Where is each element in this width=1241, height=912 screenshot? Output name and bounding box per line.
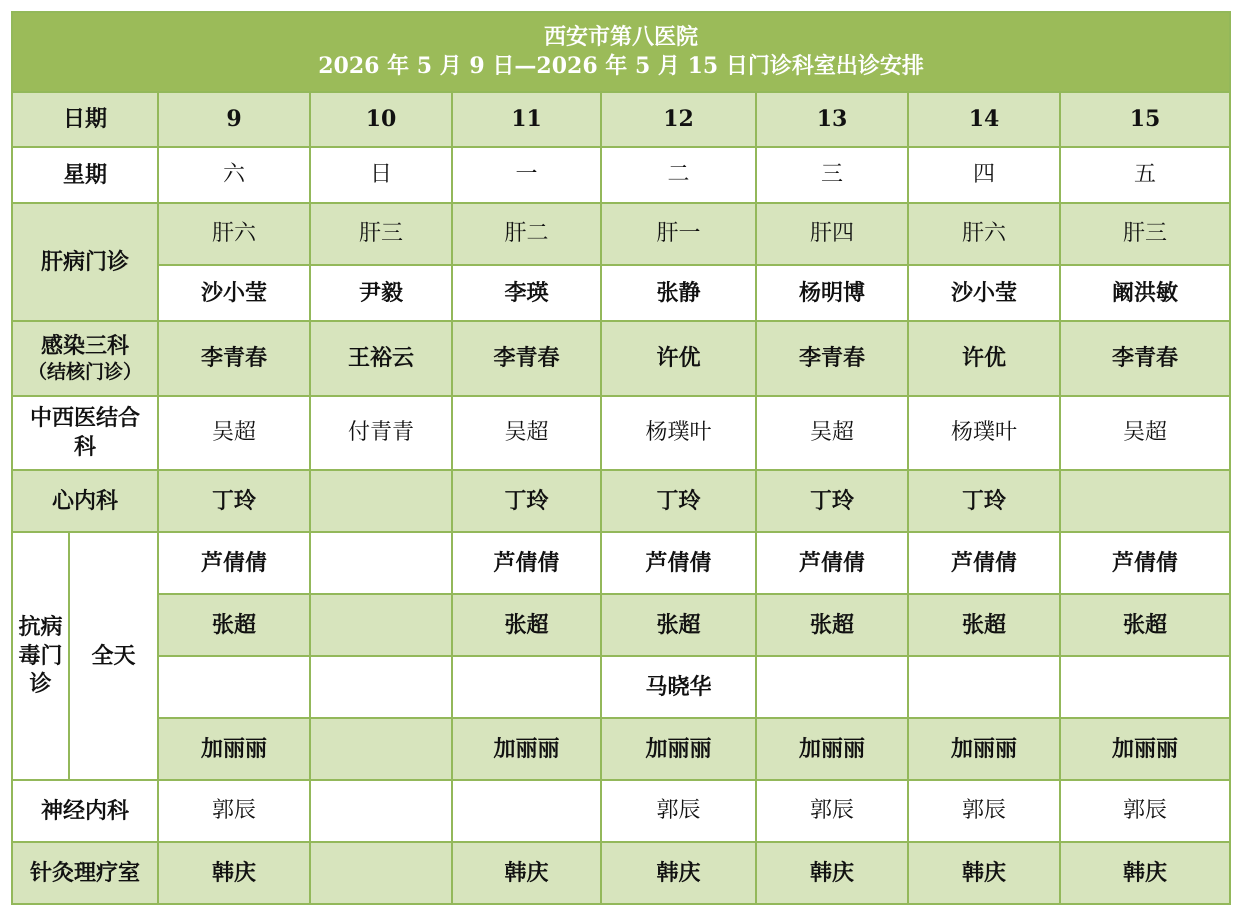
- doctor-cell: 许优: [908, 321, 1060, 396]
- schedule-period: 2026 年 5 月 9 日—2026 年 5 月 15 日门诊科室出诊安排: [318, 53, 924, 79]
- doctor-cell: 李瑛: [452, 265, 601, 321]
- infection-dept-label: [12, 321, 158, 396]
- tcm-dept-label: [12, 396, 158, 470]
- doctor-cell: [310, 842, 452, 904]
- doctor-cell: 芦倩倩: [756, 532, 908, 594]
- liver-room-row: [12, 203, 1230, 265]
- doctor-cell: 李青春: [158, 321, 310, 396]
- doctor-cell: 韩庆: [1060, 842, 1230, 904]
- doctor-cell: 芦倩倩: [158, 532, 310, 594]
- date-cell: 13: [756, 92, 908, 147]
- date-cell: 11: [452, 92, 601, 147]
- doctor-cell: 韩庆: [756, 842, 908, 904]
- doctor-cell: 韩庆: [601, 842, 756, 904]
- doctor-cell: [158, 656, 310, 718]
- doctor-cell: 吴超: [452, 396, 601, 470]
- room-cell: 肝四: [756, 203, 908, 265]
- antiviral-row: [12, 718, 1230, 780]
- doctor-cell: 吴超: [1060, 396, 1230, 470]
- doctor-cell: 加丽丽: [601, 718, 756, 780]
- doctor-cell: 李青春: [756, 321, 908, 396]
- doctor-cell: 沙小莹: [158, 265, 310, 321]
- doctor-cell: 丁玲: [756, 470, 908, 532]
- doctor-cell: 丁玲: [452, 470, 601, 532]
- cardio-row: [12, 470, 1230, 532]
- liver-doctor-row: [12, 265, 1230, 321]
- infection-row: [12, 321, 1230, 396]
- weekday-label: 星期: [12, 147, 158, 203]
- room-cell: 肝三: [310, 203, 452, 265]
- weekday-row: [12, 147, 1230, 203]
- doctor-cell: [310, 780, 452, 842]
- weekday-cell: 一: [452, 147, 601, 203]
- weekday-cell: 二: [601, 147, 756, 203]
- doctor-cell: 杨璞叶: [601, 396, 756, 470]
- doctor-cell: [452, 780, 601, 842]
- tcm-row: [12, 396, 1230, 470]
- doctor-cell: 张超: [601, 594, 756, 656]
- neuro-dept-label: 神经内科: [12, 780, 158, 842]
- antiviral-row: [12, 656, 1230, 718]
- tcm-dept-name-line2: 科: [73, 434, 96, 460]
- tcm-dept-name-line1: 中西医结合: [29, 405, 140, 432]
- room-cell: 肝六: [158, 203, 310, 265]
- doctor-cell: 张超: [908, 594, 1060, 656]
- doctor-cell: 郭辰: [1060, 780, 1230, 842]
- doctor-cell: [1060, 656, 1230, 718]
- table-title: [12, 12, 1230, 92]
- doctor-cell: 郭辰: [158, 780, 310, 842]
- doctor-cell: 马晓华: [601, 656, 756, 718]
- doctor-cell: 郭辰: [601, 780, 756, 842]
- liver-clinic-label: 肝病门诊: [12, 203, 158, 321]
- doctor-cell: 沙小莹: [908, 265, 1060, 321]
- doctor-cell: 杨璞叶: [908, 396, 1060, 470]
- doctor-cell: 韩庆: [452, 842, 601, 904]
- doctor-cell: [1060, 470, 1230, 532]
- doctor-cell: 郭辰: [908, 780, 1060, 842]
- doctor-cell: 张超: [1060, 594, 1230, 656]
- doctor-cell: [310, 532, 452, 594]
- doctor-cell: 吴超: [158, 396, 310, 470]
- doctor-cell: 芦倩倩: [908, 532, 1060, 594]
- doctor-cell: 韩庆: [158, 842, 310, 904]
- doctor-cell: [452, 656, 601, 718]
- room-cell: 肝二: [452, 203, 601, 265]
- doctor-cell: 李青春: [1060, 321, 1230, 396]
- antiviral-label-line3: 诊: [29, 671, 52, 698]
- hospital-name: 西安市第八医院: [544, 24, 699, 51]
- date-label: 日期: [12, 92, 158, 147]
- neuro-row: [12, 780, 1230, 842]
- doctor-cell: [310, 470, 452, 532]
- date-cell: 9: [158, 92, 310, 147]
- doctor-cell: 丁玲: [601, 470, 756, 532]
- doctor-cell: 芦倩倩: [452, 532, 601, 594]
- doctor-cell: [310, 594, 452, 656]
- doctor-cell: 李青春: [452, 321, 601, 396]
- weekday-cell: 六: [158, 147, 310, 203]
- doctor-cell: 张静: [601, 265, 756, 321]
- doctor-cell: 张超: [756, 594, 908, 656]
- doctor-cell: 付青青: [310, 396, 452, 470]
- antiviral-session-label: 全天: [69, 532, 158, 780]
- room-cell: 肝三: [1060, 203, 1230, 265]
- doctor-cell: 芦倩倩: [1060, 532, 1230, 594]
- room-cell: 肝一: [601, 203, 756, 265]
- doctor-cell: 吴超: [756, 396, 908, 470]
- date-cell: 15: [1060, 92, 1230, 147]
- doctor-cell: 加丽丽: [452, 718, 601, 780]
- weekday-cell: 五: [1060, 147, 1230, 203]
- doctor-cell: 丁玲: [158, 470, 310, 532]
- date-row: [12, 92, 1230, 147]
- doctor-cell: 加丽丽: [756, 718, 908, 780]
- doctor-cell: [310, 718, 452, 780]
- date-cell: 14: [908, 92, 1060, 147]
- doctor-cell: 尹毅: [310, 265, 452, 321]
- date-cell: 10: [310, 92, 452, 147]
- doctor-cell: 加丽丽: [158, 718, 310, 780]
- schedule-table: [11, 11, 1231, 905]
- doctor-cell: 加丽丽: [908, 718, 1060, 780]
- infection-dept-sublabel: （结核门诊）: [27, 361, 142, 384]
- doctor-cell: 王裕云: [310, 321, 452, 396]
- weekday-cell: 三: [756, 147, 908, 203]
- antiviral-label-line1: 抗病: [18, 614, 63, 641]
- acupuncture-row: [12, 842, 1230, 904]
- doctor-cell: 张超: [452, 594, 601, 656]
- antiviral-label-line2: 毒门: [18, 642, 63, 669]
- doctor-cell: 加丽丽: [1060, 718, 1230, 780]
- date-cell: 12: [601, 92, 756, 147]
- antiviral-row: [12, 532, 1230, 594]
- room-cell: 肝六: [908, 203, 1060, 265]
- doctor-cell: [908, 656, 1060, 718]
- doctor-cell: [756, 656, 908, 718]
- acupuncture-dept-label: 针灸理疗室: [12, 842, 158, 904]
- antiviral-row: [12, 594, 1230, 656]
- doctor-cell: 阚洪敏: [1060, 265, 1230, 321]
- antiviral-clinic-label: [12, 532, 69, 780]
- weekday-cell: 四: [908, 147, 1060, 203]
- doctor-cell: 丁玲: [908, 470, 1060, 532]
- doctor-cell: [310, 656, 452, 718]
- doctor-cell: 芦倩倩: [601, 532, 756, 594]
- doctor-cell: 许优: [601, 321, 756, 396]
- infection-dept-name: 感染三科: [40, 332, 129, 359]
- weekday-cell: 日: [310, 147, 452, 203]
- doctor-cell: 郭辰: [756, 780, 908, 842]
- doctor-cell: 张超: [158, 594, 310, 656]
- doctor-cell: 韩庆: [908, 842, 1060, 904]
- doctor-cell: 杨明博: [756, 265, 908, 321]
- cardio-dept-label: 心内科: [12, 470, 158, 532]
